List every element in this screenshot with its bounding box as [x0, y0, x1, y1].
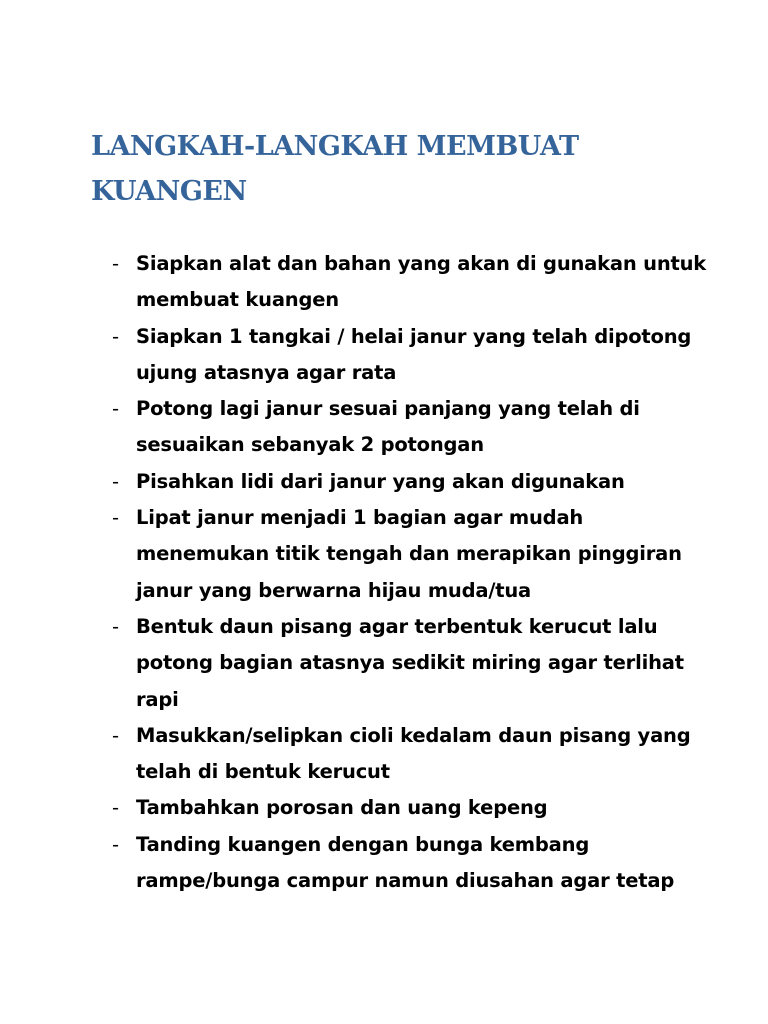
step-text: [136, 464, 696, 500]
step-line: sesuaikan sebanyak 2 potongan: [136, 433, 484, 457]
step-line: Pisahkan lidi dari janur yang akan digunakan: [136, 469, 625, 493]
list-item: [112, 246, 712, 319]
bullet-dash: -: [112, 469, 119, 493]
bullet-dash: -: [112, 723, 119, 747]
list-item: [112, 718, 712, 791]
step-text: [136, 609, 696, 718]
bullet-dash: -: [112, 796, 119, 820]
bullet-dash: -: [112, 324, 119, 348]
step-text: [136, 391, 696, 464]
step-text: [136, 319, 696, 392]
step-line: Potong lagi janur sesuai panjang yang telah di: [136, 397, 640, 421]
bullet-dash: -: [112, 614, 119, 638]
step-line: Tanding kuangen dengan bunga kembang: [136, 832, 590, 856]
step-text: [136, 246, 707, 319]
step-line: Siapkan 1 tangkai / helai janur yang telah dipotong: [136, 324, 692, 348]
page-title: [91, 124, 691, 214]
bullet-dash: -: [112, 252, 119, 275]
step-text: [136, 790, 696, 826]
step-line: Tambahkan porosan dan uang kepeng: [136, 796, 548, 820]
step-line: telah di bentuk kerucut: [136, 760, 390, 784]
list-item: [112, 609, 712, 718]
step-line: menemukan titik tengah dan merapikan pinggiran: [136, 542, 682, 566]
list-item: [112, 319, 712, 392]
step-line: Bentuk daun pisang agar terbentuk kerucut lalu: [136, 614, 658, 638]
list-item: [112, 790, 712, 826]
step-line: membuat kuangen: [136, 288, 339, 312]
steps-list: [112, 246, 712, 899]
step-line: Masukkan/selipkan cioli kedalam daun pisang yang: [136, 723, 691, 747]
step-text: [136, 827, 696, 900]
step-line: ujung atasnya agar rata: [136, 360, 397, 384]
step-line: rapi: [136, 687, 179, 711]
step-line: Lipat janur menjadi 1 bagian agar mudah: [136, 506, 584, 530]
step-text: [136, 500, 696, 609]
step-line: janur yang berwarna hijau muda/tua: [136, 578, 532, 602]
list-item: [112, 391, 712, 464]
step-line: rampe/bunga campur namun diusahan agar tetap: [136, 869, 675, 893]
title-line: LANGKAH-LANGKAH MEMBUAT: [91, 131, 579, 162]
list-item: [112, 464, 712, 500]
step-line: Siapkan alat dan bahan yang akan di gunakan untuk: [136, 252, 707, 275]
step-line: potong bagian atasnya sedikit miring agar terlihat: [136, 651, 684, 675]
bullet-dash: -: [112, 397, 119, 421]
bullet-dash: -: [112, 506, 119, 530]
title-line: KUANGEN: [91, 176, 247, 207]
bullet-dash: -: [112, 832, 119, 856]
step-text: [136, 718, 696, 791]
list-item: [112, 827, 712, 900]
list-item: [112, 500, 712, 609]
